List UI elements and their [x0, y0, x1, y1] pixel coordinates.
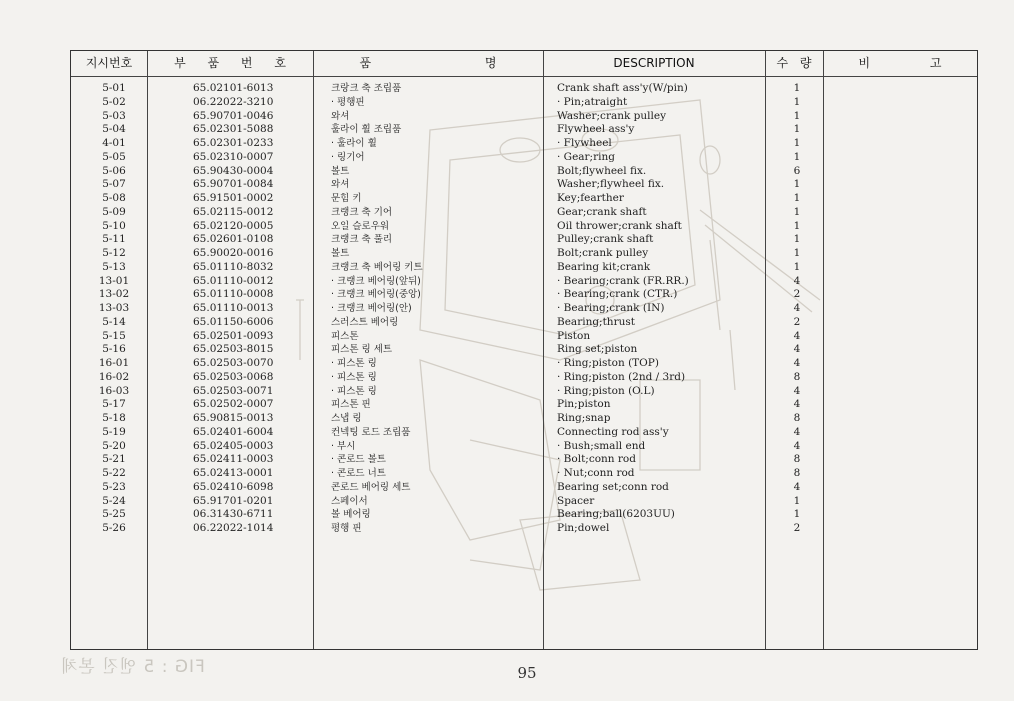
korean-name-cell: 컨넥팅 로드 조립품: [331, 426, 411, 438]
quantity-cell: 2: [793, 522, 801, 534]
part-number-cell: 65.02120-0005: [193, 219, 274, 232]
header-name-kr: 품 명: [359, 56, 497, 70]
table-row: [71, 220, 977, 234]
part-number-cell: 65.02401-6004: [193, 425, 274, 438]
page-number: 95: [517, 664, 537, 682]
index-cell: 5-19: [102, 425, 126, 438]
quantity-cell: 1: [793, 247, 801, 259]
description-cell: Washer;flywheel fix.: [557, 178, 665, 191]
quantity-cell: 1: [793, 205, 801, 218]
index-cell: 5-06: [102, 164, 126, 177]
quantity-cell: 1: [793, 192, 801, 204]
korean-name-cell: 피스톤: [331, 330, 359, 342]
index-cell: 5-20: [102, 439, 126, 452]
description-cell: · Bearing;crank (CTR.): [557, 288, 678, 301]
part-number-cell: 06.31430-6711: [193, 508, 274, 521]
korean-name-cell: · 콘로드 너트: [331, 468, 386, 479]
part-number-cell: 65.90020-0016: [193, 247, 274, 259]
part-number-cell: 65.90430-0004: [193, 164, 274, 177]
index-cell: 5-03: [102, 109, 126, 122]
table-row: [71, 508, 977, 522]
korean-name-cell: · 크랭크 베어링(앞뒤): [331, 275, 421, 287]
part-number-cell: 65.02410-6098: [193, 480, 274, 493]
header-remarks: 비 고: [858, 56, 942, 70]
table-row: [71, 233, 977, 247]
part-number-cell: 06.22022-1014: [193, 522, 274, 534]
korean-name-cell: · 크랭크 베어링(안): [331, 303, 412, 314]
korean-name-cell: 와셔: [331, 179, 350, 191]
table-row: [71, 398, 977, 412]
korean-name-cell: 볼트: [331, 248, 350, 259]
part-number-cell: 65.02502-0007: [193, 398, 274, 411]
quantity-cell: 4: [793, 274, 801, 287]
description-cell: · Bearing;crank (FR.RR.): [557, 274, 689, 287]
part-number-cell: 06.22022-3210: [193, 95, 274, 108]
table-row: [71, 178, 977, 192]
quantity-cell: 4: [793, 329, 801, 342]
description-cell: Bolt;crank pulley: [557, 247, 649, 259]
description-cell: Pin;dowel: [557, 522, 610, 534]
korean-name-cell: 피스톤 링 세트: [331, 344, 393, 356]
part-number-cell: 65.02301-0233: [193, 137, 274, 149]
table-row: [71, 371, 977, 385]
description-cell: · Bearing;crank (IN): [557, 302, 665, 314]
part-number-cell: 65.91501-0002: [193, 192, 274, 204]
korean-name-cell: 크랭크 축 기어: [331, 206, 393, 218]
index-cell: 5-05: [102, 150, 126, 163]
table-row: [71, 151, 977, 165]
header-quantity: 수 량: [776, 56, 812, 70]
part-number-cell: 65.02115-0012: [193, 205, 274, 218]
index-cell: 5-11: [102, 233, 126, 246]
index-cell: 5-02: [102, 95, 126, 108]
index-cell: 5-13: [102, 260, 126, 273]
index-cell: 5-24: [102, 494, 126, 507]
quantity-cell: 1: [793, 109, 801, 122]
quantity-cell: 4: [793, 357, 801, 369]
part-number-cell: 65.02310-0007: [193, 150, 274, 163]
table-row: [71, 82, 977, 96]
table-row: [71, 316, 977, 330]
part-number-cell: 65.90701-0084: [193, 178, 274, 191]
bleed-through-caption: FIG : 5 엔진 본체: [60, 657, 205, 677]
table-row: [71, 412, 977, 426]
description-cell: Pulley;crank shaft: [557, 233, 654, 246]
part-number-cell: 65.02503-0068: [193, 370, 274, 383]
korean-name-cell: 크랭크 축 베어링 키트: [331, 261, 423, 273]
parts-table: [70, 50, 978, 650]
quantity-cell: 8: [793, 412, 801, 424]
description-cell: · Nut;conn rod: [557, 467, 635, 479]
korean-name-cell: · 부시: [331, 440, 356, 452]
part-number-cell: 65.02301-5088: [193, 123, 274, 136]
index-cell: 16-01: [98, 357, 130, 369]
description-cell: · Ring;piston (TOP): [557, 357, 659, 369]
index-cell: 5-08: [102, 192, 126, 204]
quantity-cell: 4: [793, 302, 801, 314]
korean-name-cell: 문힘 키: [331, 193, 362, 204]
quantity-cell: 8: [793, 453, 801, 466]
part-number-cell: 65.01150-6006: [193, 315, 274, 328]
description-cell: Gear;crank shaft: [557, 205, 647, 218]
description-cell: Bearing;thrust: [557, 315, 635, 328]
description-cell: Oil thrower;crank shaft: [557, 219, 682, 232]
part-number-cell: 65.02411-0003: [193, 453, 274, 466]
description-cell: Connecting rod ass'y: [557, 425, 669, 438]
quantity-cell: 2: [793, 315, 801, 328]
table-row: [71, 440, 977, 454]
description-cell: · Bolt;conn rod: [557, 453, 636, 466]
description-cell: Piston: [557, 329, 591, 342]
quantity-cell: 8: [793, 467, 801, 479]
korean-name-cell: 평행 핀: [331, 523, 362, 534]
table-row: [71, 275, 977, 289]
quantity-cell: 1: [793, 233, 801, 246]
index-cell: 16-02: [98, 370, 130, 383]
description-cell: Bearing set;conn rod: [557, 480, 669, 493]
part-number-cell: 65.02503-0070: [193, 357, 274, 369]
table-row: [71, 343, 977, 357]
index-cell: 5-12: [102, 247, 126, 259]
description-cell: Flywheel ass'y: [557, 123, 635, 136]
korean-name-cell: · 링기어: [331, 151, 365, 163]
table-row: [71, 247, 977, 261]
table-row: [71, 481, 977, 495]
korean-name-cell: · 크랭크 베어링(중앙): [331, 289, 421, 301]
quantity-cell: 4: [793, 398, 801, 411]
part-number-cell: 65.91701-0201: [193, 494, 274, 507]
korean-name-cell: · 피스톤 링: [331, 385, 377, 397]
part-number-cell: 65.02503-0071: [193, 384, 274, 397]
table-row: [71, 330, 977, 344]
korean-name-cell: · 콘로드 볼트: [331, 454, 386, 466]
quantity-cell: 4: [793, 343, 801, 356]
description-cell: Washer;crank pulley: [557, 109, 667, 122]
part-number-cell: 65.01110-8032: [193, 260, 274, 273]
korean-name-cell: 스페이서: [331, 495, 368, 507]
index-cell: 5-07: [102, 178, 126, 191]
description-cell: · Ring;piston (O.L): [557, 384, 655, 397]
quantity-cell: 4: [793, 439, 801, 452]
index-cell: 5-23: [102, 480, 126, 493]
table-row: [71, 467, 977, 481]
korean-name-cell: 볼 베어링: [331, 509, 371, 521]
korean-name-cell: 볼트: [331, 165, 350, 177]
table-row: [71, 137, 977, 151]
description-cell: · Flywheel: [557, 137, 612, 149]
quantity-cell: 1: [793, 95, 801, 108]
quantity-cell: 1: [793, 137, 801, 149]
index-cell: 5-04: [102, 123, 126, 136]
table-row: [71, 206, 977, 220]
korean-name-cell: · 훌라이 휠: [331, 138, 377, 149]
index-cell: 13-03: [98, 302, 130, 314]
korean-name-cell: 오일 슬로우워: [331, 220, 390, 232]
description-cell: · Ring;piston (2nd / 3rd): [557, 370, 686, 383]
part-number-cell: 65.90701-0046: [193, 109, 274, 122]
korean-name-cell: 콘로드 베어링 세트: [331, 481, 411, 493]
description-cell: Key;fearther: [557, 192, 624, 204]
part-number-cell: 65.90815-0013: [193, 412, 274, 424]
index-cell: 13-02: [98, 288, 130, 301]
table-row: [71, 453, 977, 467]
table-row: [71, 302, 977, 316]
table-row: [71, 495, 977, 509]
part-number-cell: 65.01110-0012: [193, 274, 274, 287]
table-row: [71, 426, 977, 440]
table-row: [71, 123, 977, 137]
description-cell: · Pin;atraight: [557, 95, 628, 108]
index-cell: 5-21: [102, 453, 126, 466]
quantity-cell: 1: [793, 123, 801, 136]
part-number-cell: 65.02501-0093: [193, 329, 274, 342]
korean-name-cell: 크랭크 축 풀리: [331, 234, 393, 246]
table-row: [71, 288, 977, 302]
header-description: DESCRIPTION: [613, 56, 695, 70]
quantity-cell: 1: [793, 219, 801, 232]
description-cell: Ring set;piston: [557, 343, 638, 356]
index-cell: 5-01: [102, 82, 126, 94]
table-row: [71, 522, 977, 536]
quantity-cell: 4: [793, 480, 801, 493]
part-number-cell: 65.02413-0001: [193, 467, 274, 479]
korean-name-cell: 훌라이 휠 조립품: [331, 124, 402, 136]
korean-name-cell: · 피스톤 링: [331, 371, 377, 383]
description-cell: Pin;piston: [557, 398, 611, 411]
index-cell: 5-17: [102, 398, 126, 411]
korean-name-cell: 스러스트 베어링: [331, 316, 399, 328]
quantity-cell: 1: [793, 178, 801, 191]
index-cell: 5-16: [102, 343, 126, 356]
description-cell: Ring;snap: [557, 412, 611, 424]
index-cell: 5-25: [102, 508, 126, 521]
quantity-cell: 1: [793, 508, 801, 521]
table-row: [71, 261, 977, 275]
header-part-no: 부 품 번 호: [174, 56, 286, 70]
korean-name-cell: 스냅 링: [331, 413, 362, 424]
quantity-cell: 1: [793, 260, 801, 273]
index-cell: 5-15: [102, 329, 126, 342]
index-cell: 5-14: [102, 315, 126, 328]
korean-name-cell: 크랑크 축 조립품: [331, 83, 402, 94]
korean-name-cell: 피스톤 핀: [331, 399, 371, 411]
quantity-cell: 4: [793, 425, 801, 438]
header-index: 지시번호: [85, 56, 133, 70]
index-cell: 5-22: [102, 467, 126, 479]
index-cell: 5-09: [102, 205, 126, 218]
table-row: [71, 385, 977, 399]
description-cell: · Bush;small end: [557, 439, 646, 452]
quantity-cell: 4: [793, 384, 801, 397]
korean-name-cell: 와셔: [331, 110, 350, 122]
part-number-cell: 65.02101-6013: [193, 82, 274, 94]
index-cell: 13-01: [98, 274, 130, 287]
index-cell: 5-10: [102, 219, 126, 232]
index-cell: 5-26: [102, 522, 126, 534]
quantity-cell: 8: [793, 370, 801, 383]
part-number-cell: 65.02503-8015: [193, 343, 274, 356]
table-row: [71, 110, 977, 124]
part-number-cell: 65.01110-0013: [193, 302, 274, 314]
description-cell: Bearing kit;crank: [557, 260, 651, 273]
description-cell: Spacer: [557, 494, 595, 507]
quantity-cell: 6: [793, 164, 801, 177]
table-row: [71, 357, 977, 371]
index-cell: 4-01: [102, 137, 126, 149]
table-row: [71, 96, 977, 110]
description-cell: Bolt;flywheel fix.: [557, 164, 647, 177]
table-row: [71, 165, 977, 179]
description-cell: Crank shaft ass'y(W/pin): [557, 82, 688, 94]
description-cell: · Gear;ring: [557, 150, 615, 163]
quantity-cell: 1: [793, 494, 801, 507]
part-number-cell: 65.02601-0108: [193, 233, 274, 246]
quantity-cell: 1: [793, 150, 801, 163]
index-cell: 16-03: [98, 384, 130, 397]
table-row: [71, 192, 977, 206]
quantity-cell: 2: [793, 288, 801, 301]
korean-name-cell: · 피스톤 링: [331, 358, 377, 369]
index-cell: 5-18: [102, 412, 126, 424]
description-cell: Bearing;ball(6203UU): [557, 508, 675, 521]
quantity-cell: 1: [793, 82, 801, 94]
part-number-cell: 65.01110-0008: [193, 288, 274, 301]
part-number-cell: 65.02405-0003: [193, 439, 274, 452]
korean-name-cell: · 평행핀: [331, 96, 365, 108]
